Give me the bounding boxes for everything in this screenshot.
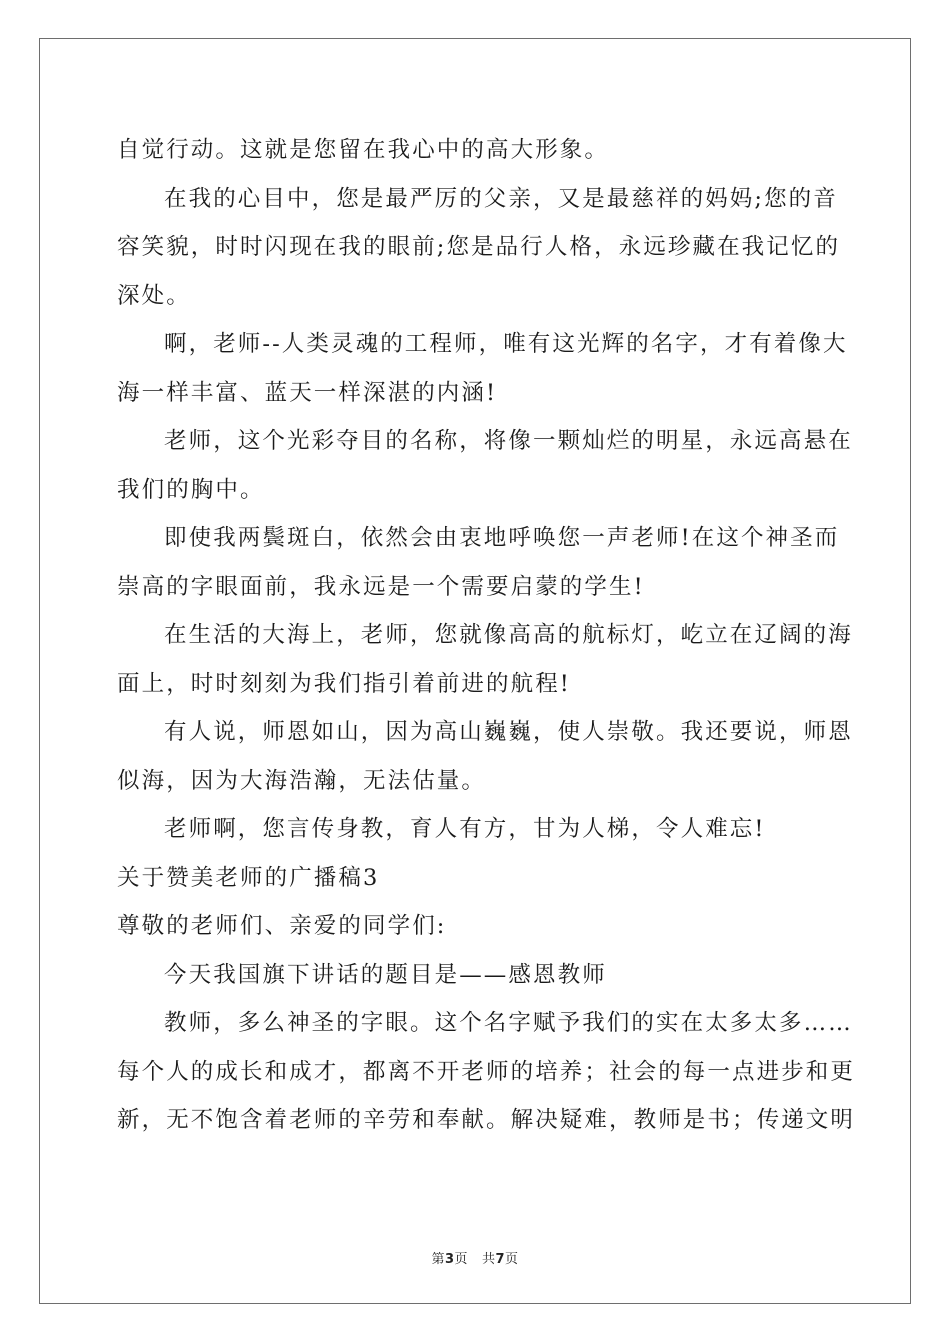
document-body <box>117 126 856 1145</box>
text-line: 在生活的大海上，老师，您就像高高的航标灯，屹立在辽阔的海 <box>164 622 853 648</box>
current-page-number: 3 <box>444 1252 455 1267</box>
section-heading: 关于赞美老师的广播稿3 <box>117 864 380 891</box>
page-footer <box>0 1248 950 1267</box>
text-line: 容笑貌，时时闪现在我的眼前;您是品行人格，永远珍藏在我记忆的 <box>117 234 841 260</box>
salutation: 尊敬的老师们、亲爱的同学们: <box>117 913 447 939</box>
text-line: 每个人的成长和成才，都离不开老师的培养；社会的每一点进步和更 <box>117 1058 856 1085</box>
text-line: 教师，多么神圣的字眼。这个名字赋予我们的实在太多太多…… <box>164 1010 853 1036</box>
text-line: 有人说，师恩如山，因为高山巍巍，使人崇敬。我还要说，师恩 <box>164 719 853 745</box>
text-line: 啊，老师--人类灵魂的工程师，唯有这光辉的名字，才有着像大 <box>164 331 848 357</box>
text-line: 新，无不饱含着老师的辛劳和奉献。解决疑难，教师是书；传递文明 <box>117 1107 856 1133</box>
text-line: 崇高的字眼面前，我永远是一个需要启蒙的学生! <box>117 573 645 600</box>
text-line: 似海，因为大海浩瀚，无法估量。 <box>117 767 487 794</box>
text-line: 自觉行动。这就是您留在我心中的高大形象。 <box>117 137 610 163</box>
text-line: 海一样丰富、蓝天一样深湛的内涵! <box>117 379 498 406</box>
text-line: 深处。 <box>117 282 191 309</box>
text-line: 在我的心目中，您是最严厉的父亲，又是最慈祥的妈妈;您的音 <box>164 185 838 212</box>
footer-page-suffix: 页 <box>454 1252 469 1267</box>
footer-prefix: 第 <box>431 1252 445 1267</box>
text-line: 老师，这个光彩夺目的名称，将像一颗灿烂的明星，永远高悬在 <box>164 428 853 454</box>
text-line: 即使我两鬓斑白，依然会由衷地呼唤您一声老师!在这个神圣而 <box>164 525 840 551</box>
text-line: 面上，时时刻刻为我们指引着前进的航程! <box>117 670 571 697</box>
text-line: 我们的胸中。 <box>117 476 265 503</box>
text-line: 老师啊，您言传身教，育人有方，甘为人梯，令人难忘! <box>164 816 766 842</box>
footer-total-prefix: 共 <box>481 1252 496 1267</box>
total-page-count: 7 <box>495 1252 506 1267</box>
speech-title-line: 今天我国旗下讲话的题目是——感恩教师 <box>164 961 607 988</box>
footer-total-suffix: 页 <box>505 1252 519 1267</box>
